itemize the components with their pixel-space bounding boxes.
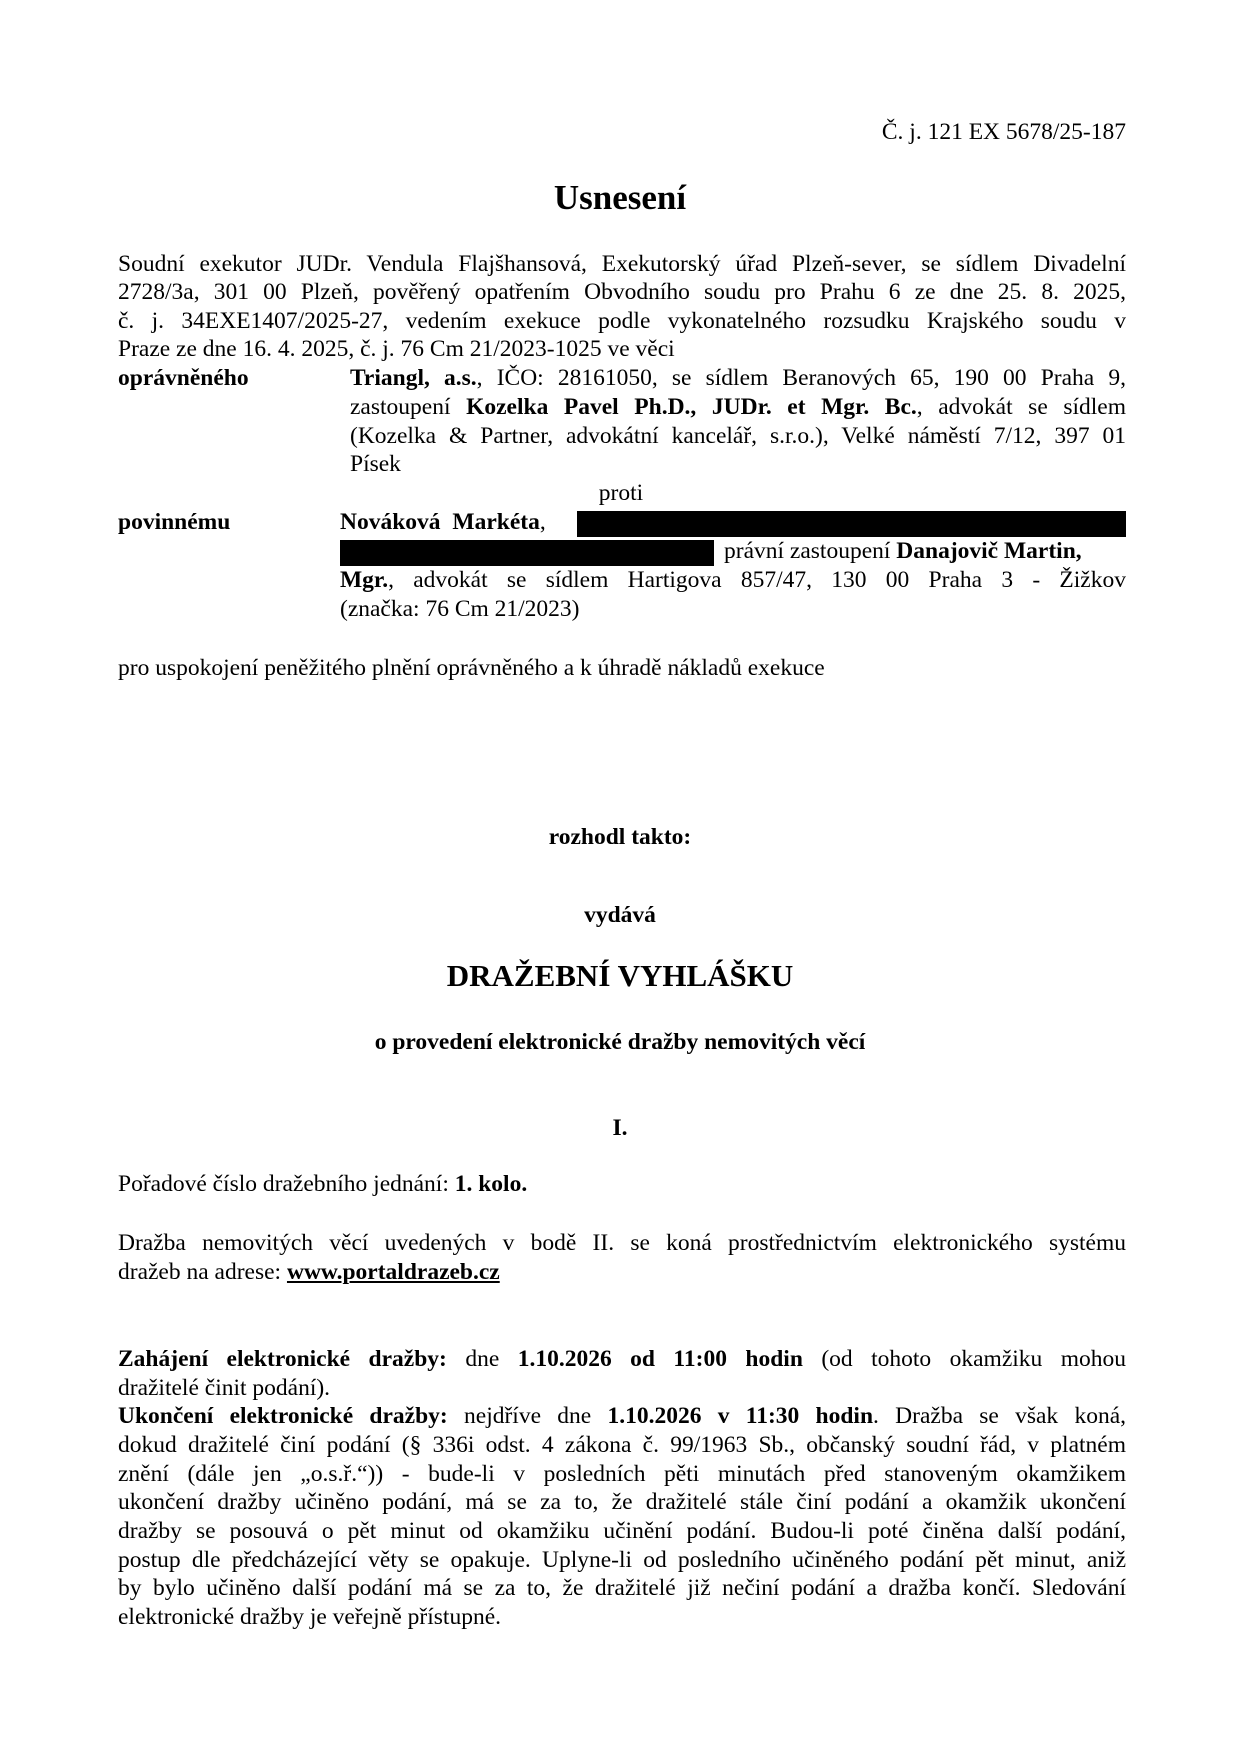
- order-line: [118, 1170, 527, 1199]
- issues-text: vydává: [584, 902, 656, 928]
- intro-line: Soudní exekutor JUDr. Vendula Flajšhansová, Exekutorský úřad Plzeň-sever, se sídlem Divadelní: [118, 251, 1126, 277]
- end-post: . Dražba se však koná,: [873, 1403, 1126, 1429]
- redacted-address-1: [577, 511, 1126, 537]
- intro-line: Praze ze dne 16. 4. 2025, č. j. 76 Cm 21/2023-1025 ve věci: [118, 336, 675, 362]
- start-value: 1.10.2026 od 11:00 hodin: [517, 1346, 803, 1372]
- end-line: postup dle předcházející věty se opakuje. Uplyne-li od posledního učiněného podání pět minut, aniž: [118, 1547, 1126, 1573]
- end-line: znění (dále jen „o.s.ř.“)) - bude-li v posledních pěti minutách před stanoveným okamžikem: [118, 1461, 1126, 1487]
- creditor-attorney: Kozelka Pavel Ph.D., JUDr. et Mgr. Bc.: [466, 394, 917, 420]
- debtor-attorney-title: Mgr.: [340, 567, 389, 593]
- end-line: dokud dražitelé činí podání (§ 336i odst. 4 zákona č. 99/1963 Sb., občanský soudní řád, v platném: [118, 1432, 1126, 1458]
- system-address-label: dražeb na adrese:: [118, 1259, 287, 1285]
- system-line: [118, 1258, 500, 1287]
- debtor-name: Nováková Markéta,: [340, 509, 546, 535]
- debtor-attorney-seat: , advokát se sídlem Hartigova 857/47, 130 00 Praha 3 - Žižkov: [388, 567, 1126, 593]
- end-label: Ukončení elektronické dražby:: [118, 1403, 448, 1429]
- creditor-line: [350, 364, 1126, 393]
- creditor-name: Triangl, a.s.: [350, 365, 477, 391]
- debtor-representation: právní zastoupení: [724, 538, 891, 564]
- order-value: 1. kolo.: [454, 1171, 528, 1197]
- order-label: Pořadové číslo dražebního jednání:: [118, 1171, 455, 1197]
- start-post: (od tohoto okamžiku mohou: [802, 1346, 1126, 1372]
- debtor-line: (značka: 76 Cm 21/2023): [340, 596, 580, 622]
- section-number: I.: [612, 1115, 628, 1141]
- versus-text: proti: [598, 480, 644, 506]
- portal-link[interactable]: www.portaldrazeb.cz: [286, 1259, 500, 1285]
- debtor-attorney: Danajovič Martin,: [896, 538, 1082, 564]
- decided-text: rozhodl takto:: [548, 824, 692, 850]
- auction-heading: DRAŽEBNÍ VYHLÁŠKU: [446, 958, 794, 993]
- creditor-details: , IČO: 28161050, se sídlem Beranových 65, 190 00 Praha 9,: [476, 365, 1126, 391]
- end-line: ukončení dražby učiněno podání, má se za to, že dražitelé stále činí podání a okamžik ukončení: [118, 1489, 1126, 1515]
- creditor-represented: zastoupení: [350, 394, 467, 420]
- creditor-line: Písek: [350, 451, 401, 477]
- intro-line: 2728/3a, 301 00 Plzeň, pověřený opatřením Obvodního soudu pro Prahu 6 ze dne 25. 8. 2025,: [118, 279, 1126, 305]
- redacted-address-2: [340, 540, 714, 566]
- intro-line: č. j. 34EXE1407/2025-27, vedením exekuce podle vykonatelného rozsudku Krajského soudu v: [118, 308, 1126, 334]
- end-line: by bylo učiněno další podání má se za to, že dražitelé již nečiní podání a dražba končí. Sledování: [118, 1575, 1126, 1601]
- debtor-line: [340, 566, 1126, 595]
- end-line: dražby se posouvá o pět minut od okamžiku učinění podání. Budou-li poté činěna další podání,: [118, 1518, 1126, 1544]
- start-label: Zahájení elektronické dražby:: [118, 1346, 447, 1372]
- auction-subheading: o provedení elektronické dražby nemovitých věcí: [374, 1029, 866, 1055]
- end-line: [118, 1402, 1126, 1431]
- start-pre: dne: [446, 1346, 518, 1372]
- start-line: dražitelé činit podání).: [118, 1375, 331, 1401]
- case-number: Č. j. 121 EX 5678/25-187: [881, 119, 1126, 145]
- creditor-label: oprávněného: [118, 365, 249, 391]
- debtor-label: povinnému: [118, 509, 231, 535]
- creditor-line: (Kozelka & Partner, advokátní kancelář, s.r.o.), Velké náměstí 7/12, 397 01: [350, 423, 1126, 449]
- debtor-line: [724, 537, 1082, 566]
- end-pre: nejdříve dne: [447, 1403, 608, 1429]
- end-value: 1.10.2026 v 11:30 hodin: [607, 1403, 874, 1429]
- purpose-text: pro uspokojení peněžitého plnění oprávněného a k úhradě nákladů exekuce: [118, 655, 825, 681]
- start-line: [118, 1345, 1126, 1374]
- end-line: elektronické dražby je veřejně přístupné.: [118, 1604, 502, 1630]
- document-title: Usnesení: [553, 178, 687, 217]
- creditor-line: [350, 393, 1126, 422]
- creditor-attorney-seat: , advokát se sídlem: [916, 394, 1126, 420]
- system-line: Dražba nemovitých věcí uvedených v bodě II. se koná prostřednictvím elektronického systému: [118, 1230, 1126, 1256]
